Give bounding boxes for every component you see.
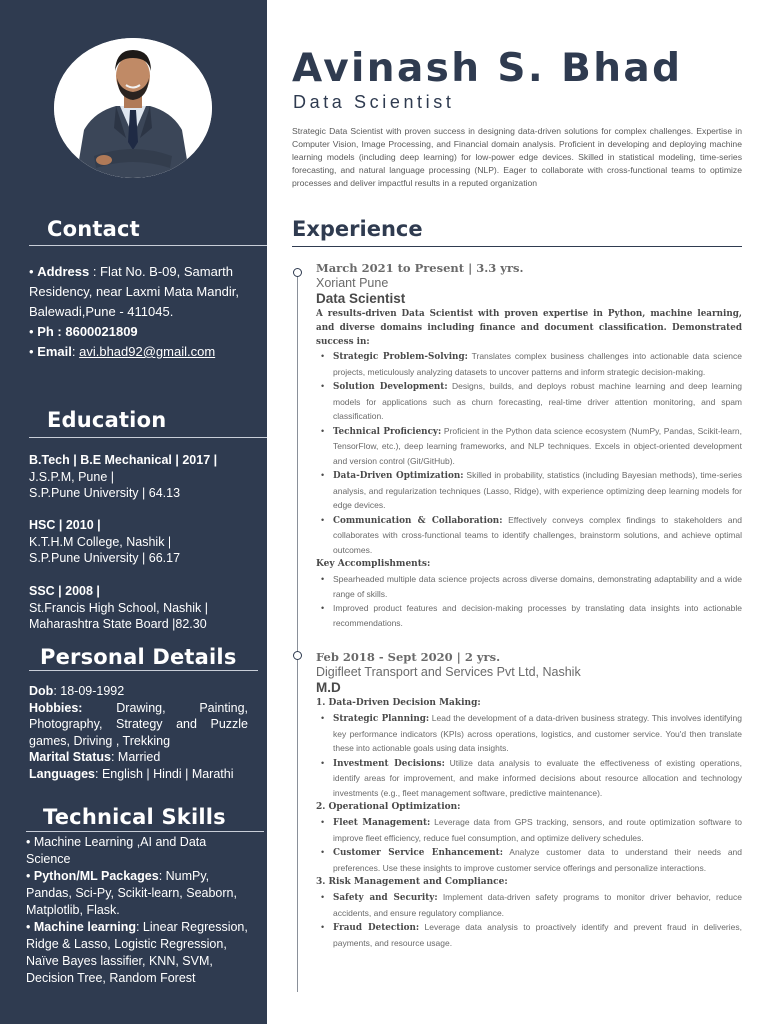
job-dates: Feb 2018 - Sept 2020 | 2 yrs.	[316, 650, 501, 664]
accomplishments-list	[316, 572, 742, 630]
education-heading: Education	[47, 408, 167, 432]
education-board: S.P.Pune University | 64.13	[29, 486, 181, 500]
job-bullet: • Solution Development: Designs, builds, and deploys robust machine learning and deep learning models for applications such as churn forecasting, real-time driver attention monitoring, and spam classification.	[333, 379, 742, 424]
marital-row: Marital Status: Married	[29, 750, 161, 764]
education-board: S.P.Pune University | 66.17	[29, 551, 181, 565]
address-label: Address	[37, 264, 90, 279]
skill-item: • Python/ML Packages: NumPy, Pandas, Sci-Py, Scikit-learn, Seaborn, Matplotlib, Flask.	[26, 869, 237, 917]
phone-label: Ph :	[37, 324, 66, 339]
personal-details	[29, 683, 248, 782]
sidebar	[0, 0, 267, 1024]
personal-divider	[29, 670, 258, 671]
candidate-name: Avinash S. Bhad	[292, 46, 683, 91]
email-label: Email	[37, 344, 72, 359]
education-item	[29, 517, 259, 567]
job-bullet: • Fleet Management: Leverage data from GPS tracking, sensors, and route optimization software to improve fleet efficiency, reduce fuel consumption, and optimize delivery schedules.	[333, 815, 742, 845]
job-section-heading: 3. Risk Management and Compliance:	[316, 877, 508, 887]
education-degree: B.Tech | B.E Mechanical | 2017 |	[29, 453, 218, 467]
job-entry	[316, 261, 742, 630]
job-company: Digifleet Transport and Services Pvt Ltd, Nashik	[316, 665, 581, 679]
email-link[interactable]: avi.bhad92@gmail.com	[79, 344, 216, 359]
candidate-role: Data Scientist	[293, 92, 455, 112]
experience-divider	[292, 246, 742, 247]
education-divider	[29, 437, 267, 438]
job-entry	[316, 650, 742, 950]
education-school: K.T.H.M College, Nashik |	[29, 534, 172, 549]
education-degree: SSC | 2008 |	[29, 584, 100, 598]
education-school: St.Francis High School, Nashik |	[29, 600, 209, 615]
job-bullets	[316, 349, 742, 557]
hobbies-row: Hobbies: Drawing, Painting, Photography, Strategy and Puzzle games, Driving , Trekking	[29, 700, 248, 748]
job-bullet: • Strategic Problem-Solving: Translates complex business challenges into actionable data science projects, meticulously analyzing datasets to uncover patterns and inform strategic decision-making.	[333, 349, 742, 379]
job-lead: A results-driven Data Scientist with proven expertise in Python, machine learning, and diverse domains including finance and document classification. Demonstrated success in:	[316, 309, 742, 347]
job-bullet: • Fraud Detection: Leverage data analysis to proactively identify and prevent fraud in deliveries, payments, and resource usage.	[333, 920, 742, 950]
accomplishment-item: • Improved product features and decision-making processes by translating data insights into actionable recommendations.	[333, 601, 742, 630]
skill-item: • Machine Learning ,AI and Data Science	[26, 835, 207, 866]
address-value: : Flat No. B-09, Samarth Residency, near Laxmi Mata Mandir, Balewadi,Pune - 411045.	[29, 264, 240, 319]
education-degree: HSC | 2010 |	[29, 518, 101, 532]
job-bullet: • Investment Decisions: Utilize data analysis to evaluate the effectiveness of existing operations, identify areas for improvement, and make informed decisions about resource allocation and technology investments (e.g., fleet management software, predictive maintenance).	[333, 756, 742, 801]
job-bullet: • Technical Proficiency: Proficient in the Python data science ecosystem (NumPy, Pandas, Scikit-learn, TensorFlow, etc.), deep learning frameworks, and NLP techniques. Excels in object-oriented development and version control (Git/GitHub).	[333, 424, 742, 469]
job-dates: March 2021 to Present | 3.3 yrs.	[316, 261, 524, 275]
job-bullets	[316, 711, 742, 800]
job-bullets	[316, 890, 742, 950]
skills-divider	[26, 831, 264, 832]
job-title: M.D	[316, 680, 341, 695]
timeline-line	[297, 276, 298, 992]
contact-address: • Address : Flat No. B-09, Samarth Residency, near Laxmi Mata Mandir, Balewadi,Pune - 411045.	[29, 264, 240, 319]
job-title: Data Scientist	[316, 291, 406, 306]
contact-heading: Contact	[47, 217, 140, 241]
skills-heading: Technical Skills	[43, 805, 226, 829]
contact-divider	[29, 245, 267, 246]
profile-photo	[54, 38, 212, 178]
dob-row: Dob: 18-09-1992	[29, 684, 125, 698]
contact-email: • Email: avi.bhad92@gmail.com	[29, 344, 216, 359]
job-bullet: • Strategic Planning: Lead the development of a data-driven business strategy. This involves identifying key performance indicators (KPIs) across operations, logistics, and customer service. You'd then translate these into actionable goals using data insights.	[333, 711, 742, 756]
job-company: Xoriant Pune	[316, 276, 389, 290]
job-bullet: • Communication & Collaboration: Effectively conveys complex findings to stakeholders and collaborates with cross-functional teams to identify challenges, brainstorm solutions, and achieve optimal outcomes.	[333, 513, 742, 558]
job-bullet: • Data-Driven Optimization: Skilled in probability, statistics (including Bayesian methods), time-series analysis, and regularization techniques (Lasso, Ridge), with experience optimizing deep learning models for edge devices.	[333, 468, 742, 513]
job-bullet: • Customer Service Enhancement: Analyze customer data to understand their needs and preferences. Use these insights to improve customer service offerings and personalize interactions.	[333, 845, 742, 875]
phone-value: 8600021809	[65, 324, 138, 339]
accomplishment-item: • Spearheaded multiple data science projects across diverse domains, demonstrating adaptability and a wide range of skills.	[333, 572, 742, 601]
profile-summary: Strategic Data Scientist with proven success in designing data-driven solutions for complex challenges. Expertise in Computer Vision, Image Processing, and Financial domain analysis. Proficient in developing and deploying machine learning models (including deep learning) for low-power edge devices. Skilled in statistical modeling, time-series forecasting, and natural language processing (NLP). Eager to collaborate with cross-functional teams to optimize processes and deliver impactful results in a reputed organization	[292, 126, 742, 188]
job-bullets	[316, 815, 742, 875]
contact-list	[29, 262, 259, 362]
person-avatar-icon	[54, 38, 212, 178]
contact-phone: • Ph : 8600021809	[29, 324, 138, 339]
education-item	[29, 583, 259, 633]
skill-item: • Machine learning: Linear Regression, Ridge & Lasso, Logistic Regression, Naïve Bayes lassifier, KNN, SVM, Decision Tree, Random Forest	[26, 920, 248, 985]
education-board: Maharashtra State Board |82.30	[29, 617, 207, 631]
timeline-dot	[293, 651, 302, 660]
skills-list	[26, 834, 248, 987]
languages-row: Languages: English | Hindi | Marathi	[29, 766, 234, 781]
timeline-dot	[293, 268, 302, 277]
job-section-heading: 1. Data-Driven Decision Making:	[316, 698, 481, 708]
job-bullet: • Safety and Security: Implement data-driven safety programs to monitor driver behavior, reduce accidents, and ensure regulatory compliance.	[333, 890, 742, 920]
education-item	[29, 452, 259, 502]
education-school: J.S.P.M, Pune |	[29, 469, 115, 484]
job-section-heading: 2. Operational Optimization:	[316, 802, 461, 812]
personal-heading: Personal Details	[40, 645, 237, 669]
accomplishments-heading: Key Accomplishments:	[316, 559, 431, 569]
experience-heading: Experience	[292, 217, 423, 241]
